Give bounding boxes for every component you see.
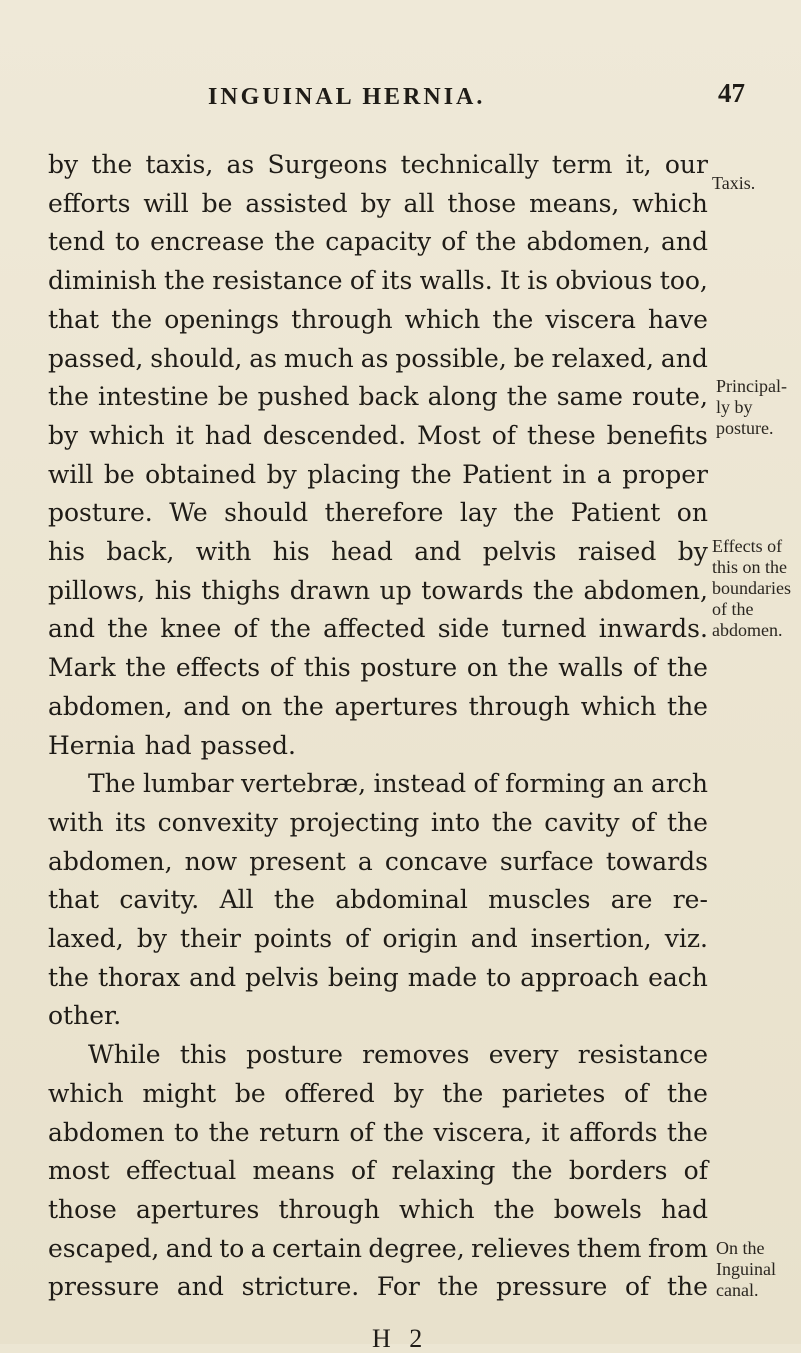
text-line: tend to encrease the capacity of the abdomen, and	[48, 227, 708, 257]
text-line: abdomen, and on the apertures through which the	[48, 691, 708, 721]
text-line: that the openings through which the viscera have	[48, 304, 708, 334]
text-line: the thorax and pelvis being made to approach each	[48, 962, 708, 992]
margin-note-taxis	[712, 173, 801, 194]
text-line: diminish the resistance of its walls. It is obvious too,	[48, 266, 708, 296]
margin-note-line: of the	[712, 599, 754, 619]
text-line: which might be offered by the parietes of the	[48, 1078, 708, 1108]
margin-note-line: Taxis.	[712, 173, 756, 193]
text-line: and the knee of the affected side turned inwards.	[48, 614, 708, 644]
text-line: his back, with his head and pelvis raised by	[48, 537, 708, 566]
margin-note-line: Principal-	[716, 376, 787, 396]
text-line: most effectual means of relaxing the borders of	[48, 1156, 708, 1186]
text-line: passed, should, as much as possible, be relaxed, and	[48, 343, 708, 373]
margin-note-inguinal	[716, 1238, 801, 1301]
text-line: The lumbar vertebræ, instead of forming an arch	[88, 769, 708, 799]
text-line: abdomen to the return of the viscera, it affords the	[48, 1117, 708, 1147]
margin-note-line: this on the	[712, 557, 787, 577]
margin-note-principal	[716, 376, 801, 439]
margin-note-line: abdomen.	[712, 620, 783, 640]
margin-note-line: ly by	[716, 397, 753, 417]
margin-note-line: canal.	[716, 1280, 759, 1300]
text-line: abdomen, now present a concave surface towards	[48, 846, 708, 876]
text-line: those apertures through which the bowels had	[48, 1194, 708, 1224]
text-line: Hernia had passed.	[48, 730, 296, 760]
text-line: pillows, his thighs drawn up towards the abdomen,	[48, 575, 708, 605]
text-line: efforts will be assisted by all those means, which	[48, 188, 708, 218]
margin-note-line: On the	[716, 1238, 765, 1258]
text-line: by the taxis, as Surgeons technically term it, our	[48, 150, 708, 179]
margin-note-line: Inguinal	[716, 1259, 776, 1279]
running-head: INGUINAL HERNIA.	[208, 84, 486, 110]
margin-note-effects	[712, 536, 801, 641]
text-line: While this posture removes every resistance	[88, 1040, 708, 1070]
text-line: will be obtained by placing the Patient in a proper	[48, 459, 708, 489]
text-line: laxed, by their points of origin and insertion, viz.	[48, 924, 708, 953]
text-line: the intestine be pushed back along the same route,	[48, 382, 708, 412]
page-header	[0, 78, 801, 114]
text-line: other.	[48, 1001, 122, 1031]
text-line: Mark the effects of this posture on the walls of the	[48, 653, 708, 683]
text-line: by which it had descended. Most of these benefits	[48, 420, 708, 450]
text-line: that cavity. All the abdominal muscles are re-	[48, 885, 708, 915]
text-line: pressure and stricture. For the pressure of the	[48, 1272, 708, 1302]
margin-note-line: posture.	[716, 418, 774, 438]
page-number: 47	[718, 78, 745, 108]
signature-mark: H 2	[372, 1324, 429, 1353]
margin-note-line: boundaries	[712, 578, 791, 598]
text-line: with its convexity projecting into the cavity of the	[48, 807, 708, 837]
margin-note-line: Effects of	[712, 536, 783, 556]
text-line: posture. We should therefore lay the Patient on	[48, 498, 708, 528]
text-line: escaped, and to a certain degree, relieves them from	[48, 1233, 708, 1263]
